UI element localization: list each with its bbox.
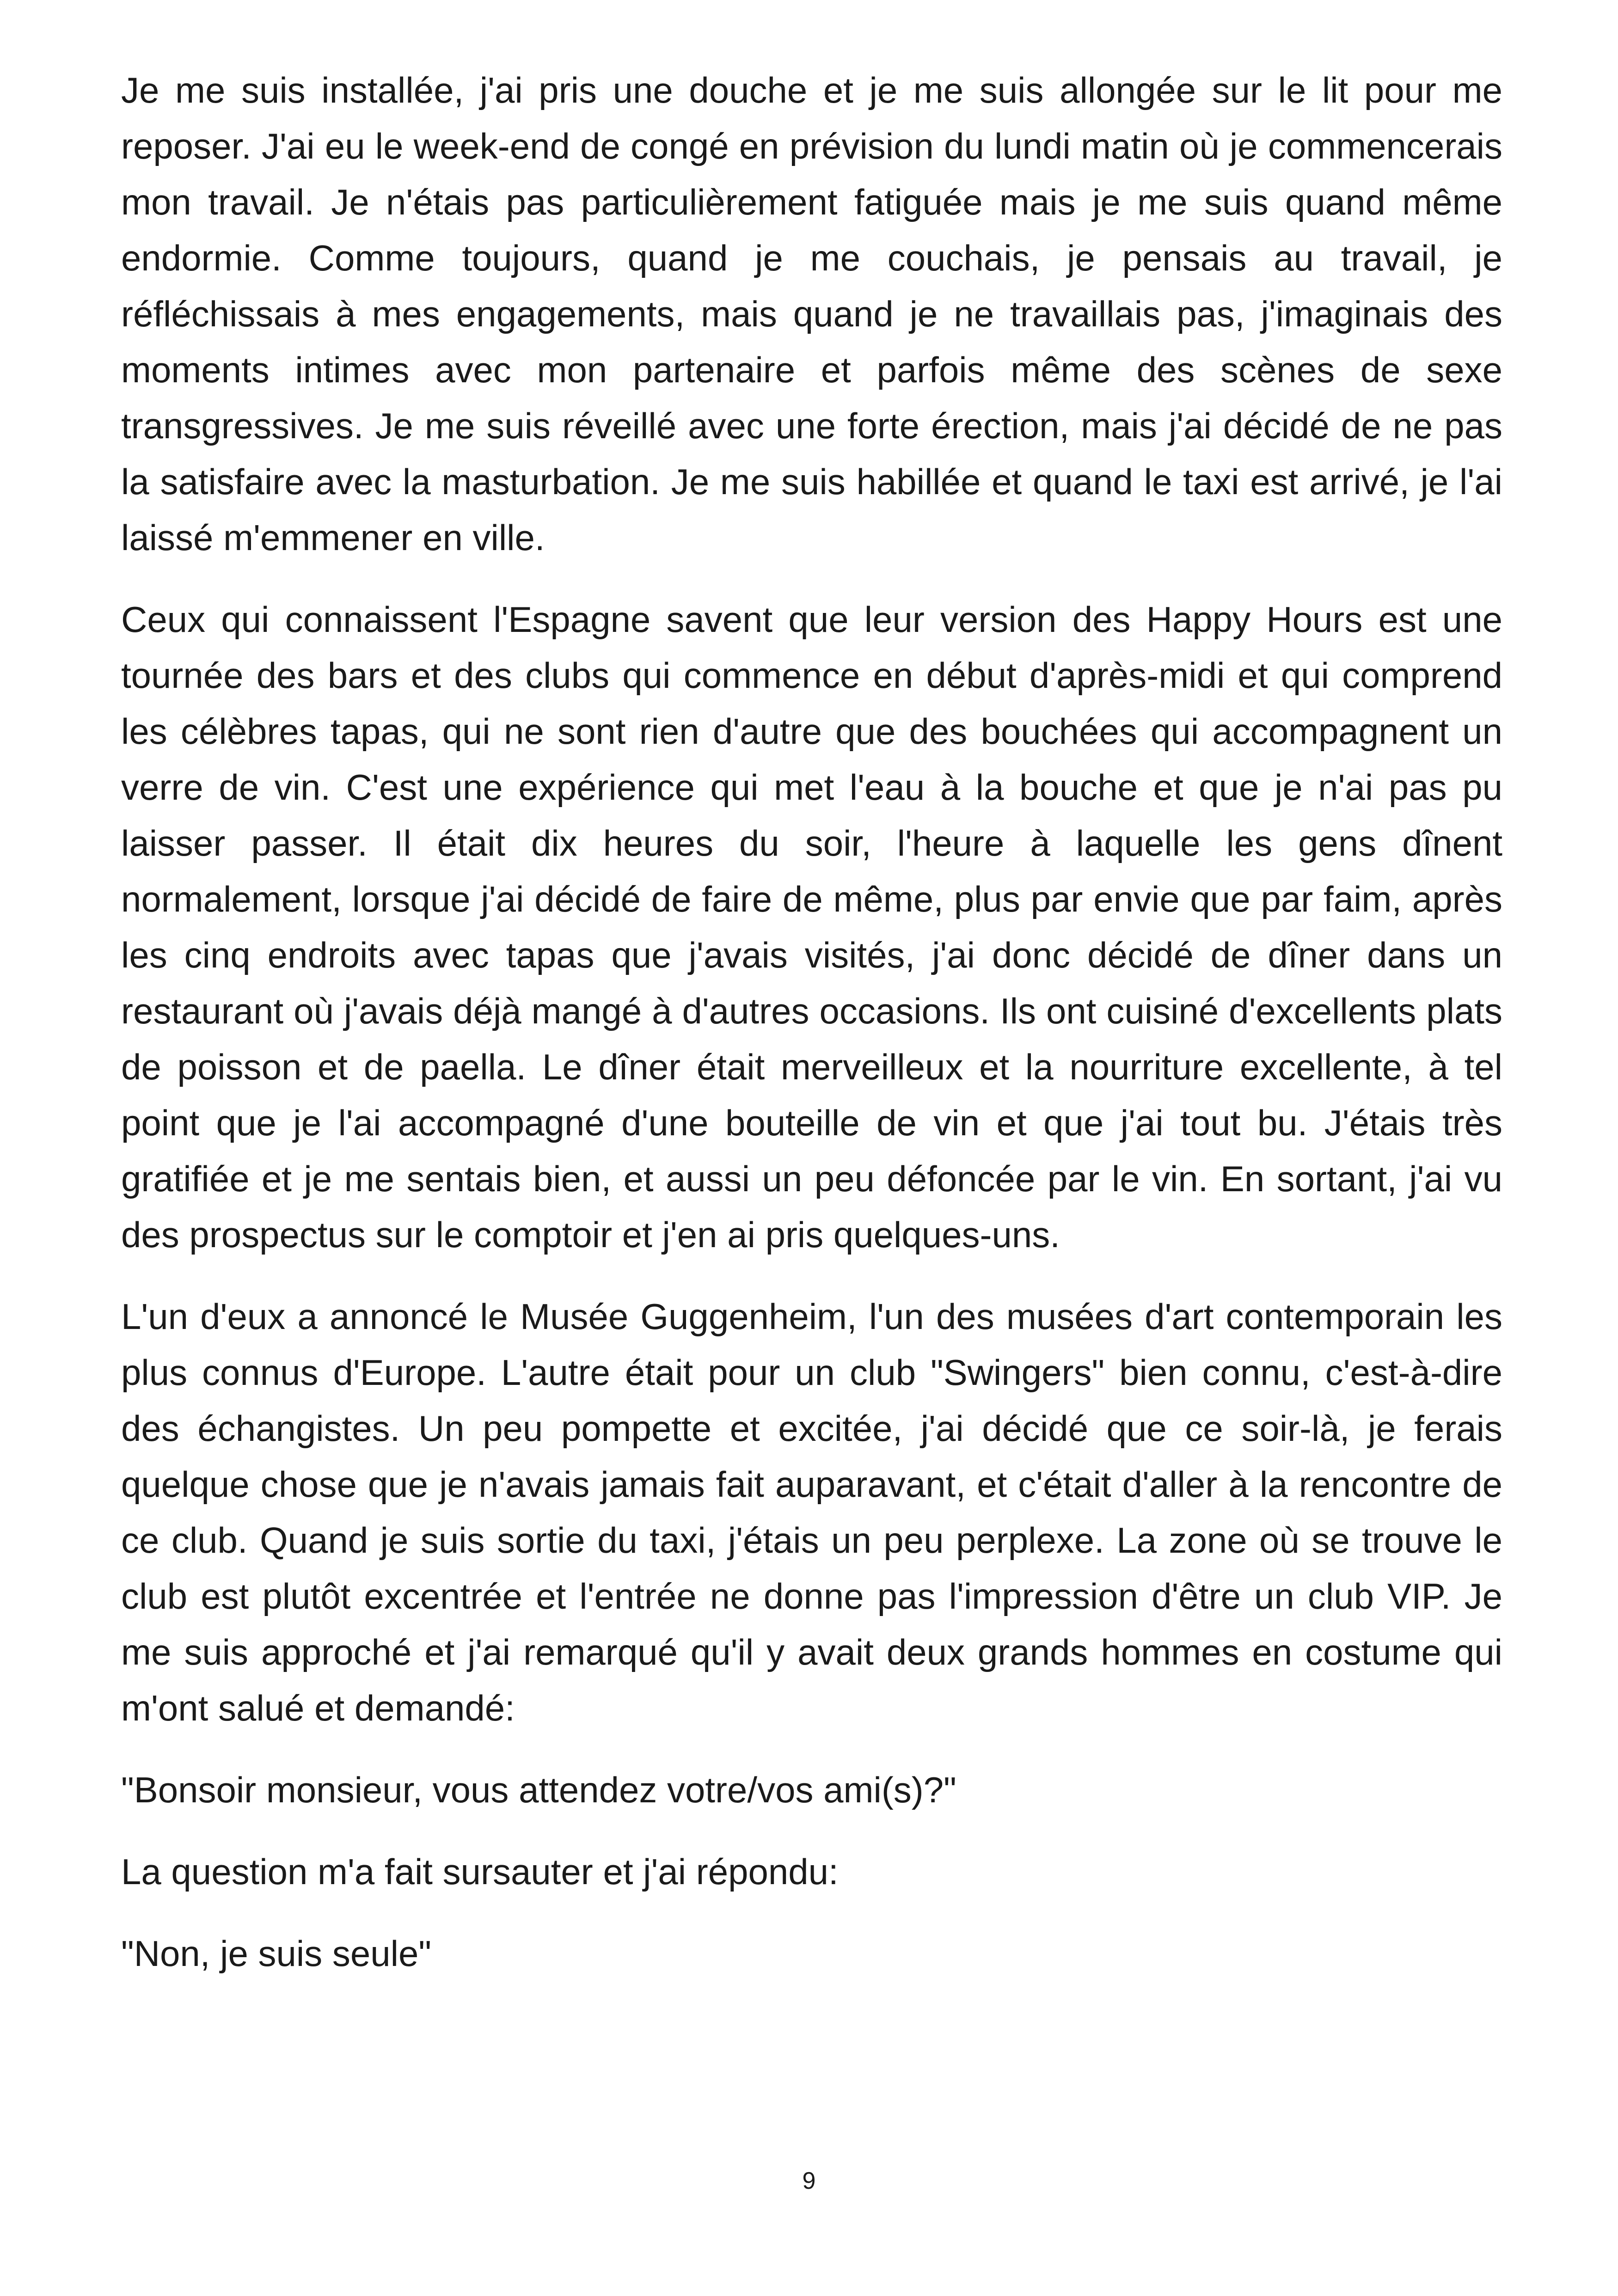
body-text — [121, 62, 1502, 2008]
paragraph-1: Je me suis installée, j'ai pris une douche et je me suis allongée sur le lit pour me reposer. J'ai eu le week-end de congé en prévision du lundi matin où je commencerais mon travail. Je n'étais pas particulièrement fatiguée mais je me suis quand même endormie. Comme toujours, quand je me couchais, je pensais au travail, je réfléchissais à mes engagements, mais quand je ne travaillais pas, j'imaginais des moments intimes avec mon partenaire et parfois même des scènes de sexe transgressives. Je me suis réveillé avec une forte érection, mais j'ai décidé de ne pas la satisfaire avec la masturbation. Je me suis habillée et quand le taxi est arrivé, je l'ai laissé m'emmener en ville. — [121, 70, 1502, 558]
dialogue-line-1: "Bonsoir monsieur, vous attendez votre/vos ami(s)?" — [121, 1769, 956, 1810]
dialogue-line-2: "Non, je suis seule" — [121, 1933, 432, 1974]
page-number: 9 — [802, 2167, 816, 2194]
paragraph-2: Ceux qui connaissent l'Espagne savent que leur version des Happy Hours est une tournée des bars et des clubs qui commence en début d'après-midi et qui comprend les célèbres tapas, qui ne sont rien d'autre que des bouchées qui accompagnent un verre de vin. C'est une expérience qui met l'eau à la bouche et que je n'ai pas pu laisser passer. Il était dix heures du soir, l'heure à laquelle les gens dînent normalement, lorsque j'ai décidé de faire de même, plus par envie que par faim, après les cinq endroits avec tapas que j'avais visités, j'ai donc décidé de dîner dans un restaurant où j'avais déjà mangé à d'autres occasions. Ils ont cuisiné d'excellents plats de poisson et de paella. Le dîner était merveilleux et la nourriture excellente, à tel point que je l'ai accompagné d'une bouteille de vin et que j'ai tout bu. J'étais très gratifiée et je me sentais bien, et aussi un peu défoncée par le vin. En sortant, j'ai vu des prospectus sur le comptoir et j'en ai pris quelques-uns. — [121, 599, 1502, 1255]
paragraph-3: L'un d'eux a annoncé le Musée Guggenheim, l'un des musées d'art contemporain les plus connus d'Europe. L'autre était pour un club "Swingers" bien connu, c'est-à-dire des échangistes. Un peu pompette et excitée, j'ai décidé que ce soir-là, je ferais quelque chose que je n'avais jamais fait auparavant, et c'était d'aller à la rencontre de ce club. Quand je suis sortie du taxi, j'étais un peu perplexe. La zone où se trouve le club est plutôt excentrée et l'entrée ne donne pas l'impression d'être un club VIP. Je me suis approché et j'ai remarqué qu'il y avait deux grands hommes en costume qui m'ont salué et demandé: — [121, 1296, 1502, 1728]
paragraph-narration: La question m'a fait sursauter et j'ai répondu: — [121, 1851, 839, 1892]
